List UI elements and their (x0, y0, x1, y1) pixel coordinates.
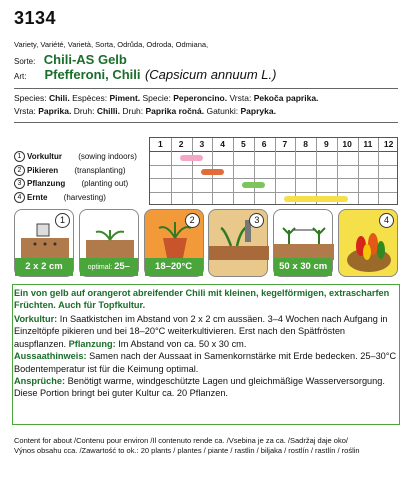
step-number: 3 (14, 178, 25, 189)
month-label: 8 (303, 139, 308, 149)
step-translation: (planting out) (81, 179, 129, 188)
step-badge: 2 (185, 213, 200, 228)
species-value: Papryka. (240, 106, 276, 116)
month-label: 11 (363, 139, 373, 149)
instructions (14, 313, 398, 400)
calendar-bar (242, 182, 265, 188)
sowing-calendar (14, 137, 398, 205)
step-badge: 3 (249, 213, 264, 228)
calendar-bar (284, 196, 348, 202)
illustration (80, 210, 138, 260)
aussaat-label: Aussaathinweis: (14, 351, 87, 362)
step-badge: 4 (379, 213, 394, 228)
calendar-bar (180, 155, 203, 161)
anspruche-label: Ansprüche: (14, 376, 66, 387)
species-label: Vrsta: (229, 93, 254, 103)
month-label: 7 (282, 139, 288, 149)
vorkultur-text: In Saatkistchen im Abstand von 2 x 2 cm aussäen. 3–4 Wochen nach Aufgang in Einzeltöpfe pikieren und bei 18–20°C weiterkultivieren. Erst nach den Spätfrösten auspflanzen. (14, 314, 388, 349)
month-label: 10 (342, 139, 352, 149)
icon-caption (15, 258, 73, 276)
calendar-grid (149, 137, 398, 205)
species-value: Paprika. (38, 106, 74, 116)
step-number: 1 (14, 151, 25, 162)
grid-line (192, 138, 193, 204)
sowing-icon (14, 209, 74, 277)
grid-line (316, 138, 317, 204)
species-line-2 (14, 106, 398, 117)
product-number: 3134 (14, 8, 57, 28)
step-name: Vorkultur (27, 152, 65, 161)
step-translation: (transplanting) (74, 165, 126, 175)
month-label: 3 (199, 139, 205, 149)
step-name: Ernte (27, 192, 50, 202)
month-label: 1 (158, 139, 163, 149)
species-label: Gatunki: (206, 106, 241, 116)
species-value: Pekoča paprika. (253, 93, 319, 103)
grid-line (150, 165, 397, 166)
illustration (274, 210, 332, 260)
step-badge: 1 (55, 213, 70, 228)
icon-caption (274, 258, 332, 276)
caption-text: 18–20°C (155, 261, 193, 272)
vorkultur-label: Vorkultur: (14, 314, 58, 324)
step-translation: (harvesting) (63, 192, 106, 202)
step-name: Pflanzung (27, 179, 68, 188)
divider (14, 122, 398, 123)
step-translation: (sowing indoors) (78, 152, 137, 161)
step-number: 4 (14, 192, 25, 203)
description: Ein von gelb auf orangerot abreifender Chili mit kleinen, kegelförmigen, extrascharfen Früchten. Auch für Topfkultur. (14, 288, 390, 310)
caption-prefix: optimal: (87, 264, 115, 271)
species-label: Specie: (142, 93, 174, 103)
planting-icon (208, 209, 268, 277)
footer (14, 436, 398, 455)
sorte-label: Sorte: (14, 57, 36, 66)
species-label: Espèces: (72, 93, 110, 103)
grid-line (358, 138, 359, 204)
species-value: Chili. (48, 93, 73, 103)
species-value: Peperoncino. (173, 93, 230, 103)
step-name: Pikieren (27, 165, 61, 175)
grid-line (254, 138, 255, 204)
art-row (14, 66, 276, 84)
art-value: Pfefferoni, Chili (44, 67, 141, 82)
month-label: 5 (241, 139, 246, 149)
variety-line: Variety, Variété, Varietà, Sorta, Odrůda, Odroda, Odmiana, (14, 40, 209, 49)
grid-line (233, 138, 234, 204)
calendar-row-label (14, 178, 128, 190)
anspruche-text: Benötigt warme, windgeschützte Lagen und gleichmäßige Wasserversorgung. Diese Portion bringt bei guter Kultur ca. 20 Pflanzen. (14, 376, 385, 399)
month-label: 4 (220, 139, 225, 149)
caption-text: 50 x 30 cm (279, 261, 328, 272)
art-latin: (Capsicum annuum L.) (144, 67, 277, 82)
calendar-row-label (14, 192, 106, 204)
pflanzung-text: Im Abstand von ca. 50 x 30 cm. (118, 338, 247, 349)
icon-caption (145, 258, 203, 276)
species-value: Piment. (109, 93, 143, 103)
calendar-bar (201, 169, 224, 175)
grid-line (378, 138, 379, 204)
species-label: Species: (14, 93, 49, 103)
month-label: 6 (261, 139, 267, 149)
species-value: Paprika ročná. (145, 106, 207, 116)
grid-line (337, 138, 338, 204)
grid-line (295, 138, 296, 204)
pot-icon (144, 209, 204, 277)
grid-line (150, 178, 397, 179)
icon-caption (80, 258, 138, 291)
grid-line (150, 192, 397, 193)
species-line-1 (14, 93, 398, 104)
aussaat-text: Samen nach der Aussaat in Samenkornstärke mit Erde bedecken. 25–30°C Bodentemperatur ist für die Keimung optimal. (14, 351, 397, 374)
month-label: 9 (324, 139, 329, 149)
caption-text: 25–30°C (98, 261, 130, 291)
species-label: Druh: (122, 106, 146, 116)
footer-line-1: Content for about /Contenu pour environ /Il contenuto rende ca. /Vsebina je za ca. /Sadržaj daje oko/ (14, 436, 348, 445)
step-number: 2 (14, 165, 25, 176)
instruction-icons (14, 209, 398, 291)
art-label: Art: (14, 72, 27, 81)
month-label: 2 (178, 139, 184, 149)
divider (14, 88, 398, 89)
spacing-icon (273, 209, 333, 277)
calendar-months (150, 138, 397, 152)
species-label: Druh: (73, 106, 97, 116)
month-label: 12 (383, 139, 394, 149)
calendar-row-label (14, 165, 126, 177)
sorte-value: Chili-AS Gelb (43, 52, 127, 67)
species-label: Vrsta: (14, 106, 39, 116)
pflanzung-label: Pflanzung: (68, 338, 116, 349)
grid-line (171, 138, 172, 204)
harvest-icon (338, 209, 398, 277)
caption-text: 2 x 2 cm (25, 261, 63, 272)
footer-line-2: Výnos obsahu cca. /Zawartość to ok.: 20 plants / plantes / piante / rastlin / biljaka / rostlín / rastlín / roślin (14, 445, 360, 455)
grid-line (275, 138, 276, 204)
species-value: Chilli. (96, 106, 123, 116)
calendar-row-label (14, 151, 137, 163)
temperature-icon (79, 209, 139, 291)
